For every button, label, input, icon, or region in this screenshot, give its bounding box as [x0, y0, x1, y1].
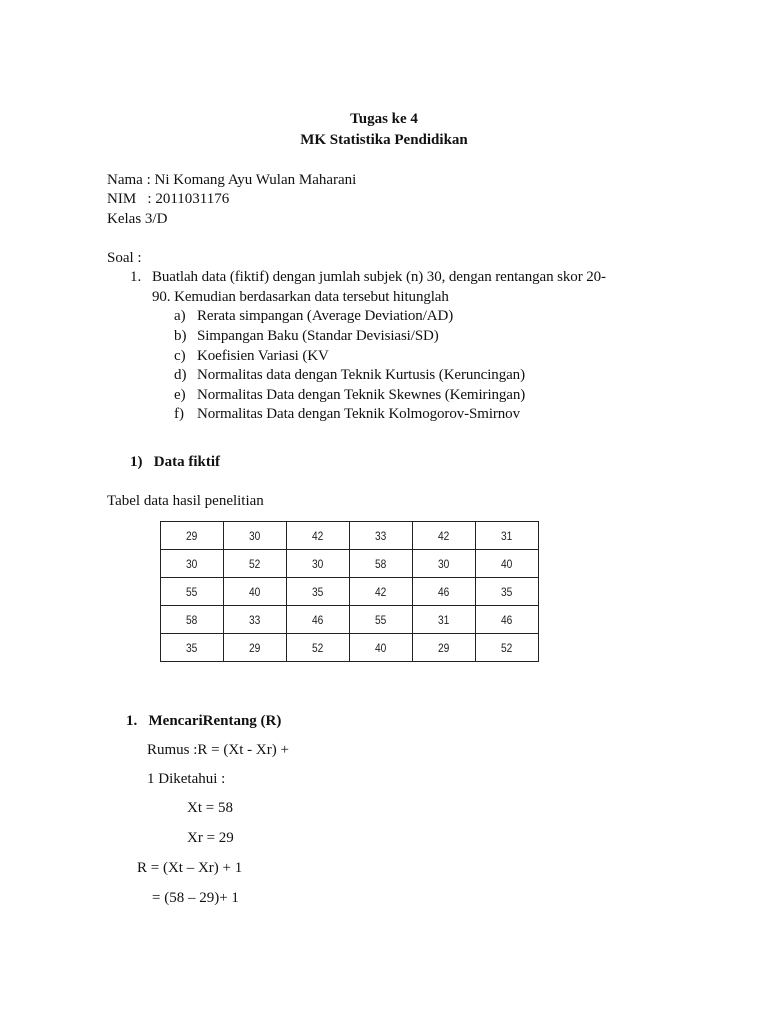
table-cell: 29 [224, 634, 287, 662]
r-formula: R = (Xt – Xr) + 1 [137, 860, 243, 876]
table-cell: 46 [413, 578, 476, 606]
subitem-letter: a) [174, 308, 186, 324]
question-number: 1. [130, 269, 142, 285]
table-row [161, 578, 539, 606]
table-cell: 40 [224, 578, 287, 606]
formula-rumus: Rumus :R = (Xt - Xr) + [147, 742, 289, 758]
table-row [161, 522, 539, 550]
subitem-letter: e) [174, 387, 186, 403]
subitem-letter: c) [174, 348, 186, 364]
table-cell: 42 [287, 522, 350, 550]
table-cell: 30 [161, 550, 224, 578]
doc-subtitle: MK Statistika Pendidikan [300, 132, 468, 148]
xr-value: Xr = 29 [187, 830, 234, 846]
soal-label: Soal : [107, 250, 142, 266]
table-cell: 58 [161, 606, 224, 634]
table-row [161, 550, 539, 578]
subitem-text: Rerata simpangan (Average Deviation/AD) [197, 308, 454, 324]
student-class: Kelas 3/D [107, 211, 168, 227]
table-caption: Tabel data hasil penelitian [107, 493, 264, 509]
table-cell: 40 [476, 550, 539, 578]
step-heading-rentang: 1. MencariRentang (R) [126, 713, 282, 729]
subitem-letter: f) [174, 406, 184, 422]
table-cell: 35 [476, 578, 539, 606]
table-cell: 30 [287, 550, 350, 578]
subitem-text: Normalitas Data dengan Teknik Skewnes (Kemiringan) [197, 387, 526, 403]
table-cell: 52 [287, 634, 350, 662]
table-cell: 55 [350, 606, 413, 634]
table-cell: 31 [476, 522, 539, 550]
subitem-letter: b) [174, 328, 187, 344]
table-cell: 55 [161, 578, 224, 606]
section-heading-data-fiktif: 1) Data fiktif [130, 454, 220, 470]
table-cell: 52 [476, 634, 539, 662]
question-line-2: 90. Kemudian berdasarkan data tersebut hitunglah [152, 289, 449, 305]
table-cell: 31 [413, 606, 476, 634]
xt-value: Xt = 58 [187, 800, 233, 816]
subitem-text: Normalitas Data dengan Teknik Kolmogorov-Smirnov [197, 406, 520, 422]
doc-title: Tugas ke 4 [350, 111, 418, 127]
question-line-1: Buatlah data (fiktif) dengan jumlah subjek (n) 30, dengan rentangan skor 20- [152, 269, 606, 285]
table-cell: 30 [224, 522, 287, 550]
table-cell: 29 [413, 634, 476, 662]
table-cell: 46 [476, 606, 539, 634]
table-cell: 58 [350, 550, 413, 578]
subitem-text: Koefisien Variasi (KV [197, 348, 329, 364]
table-cell: 33 [224, 606, 287, 634]
table-cell: 46 [287, 606, 350, 634]
r-calculation: = (58 – 29)+ 1 [152, 890, 239, 906]
table-row [161, 634, 539, 662]
table-cell: 40 [350, 634, 413, 662]
table-row [161, 606, 539, 634]
table-cell: 42 [350, 578, 413, 606]
table-cell: 33 [350, 522, 413, 550]
table-cell: 29 [161, 522, 224, 550]
table-cell: 52 [224, 550, 287, 578]
subitem-letter: d) [174, 367, 187, 383]
table-cell: 35 [161, 634, 224, 662]
subitem-text: Simpangan Baku (Standar Devisiasi/SD) [197, 328, 439, 344]
table-cell: 35 [287, 578, 350, 606]
data-table [160, 521, 539, 662]
diketahui-label: 1 Diketahui : [147, 771, 226, 787]
student-nim: NIM : 2011031176 [107, 191, 230, 207]
table-cell: 30 [413, 550, 476, 578]
subitem-text: Normalitas data dengan Teknik Kurtusis (Keruncingan) [197, 367, 525, 383]
student-name: Nama : Ni Komang Ayu Wulan Maharani [107, 172, 357, 188]
table-cell: 42 [413, 522, 476, 550]
